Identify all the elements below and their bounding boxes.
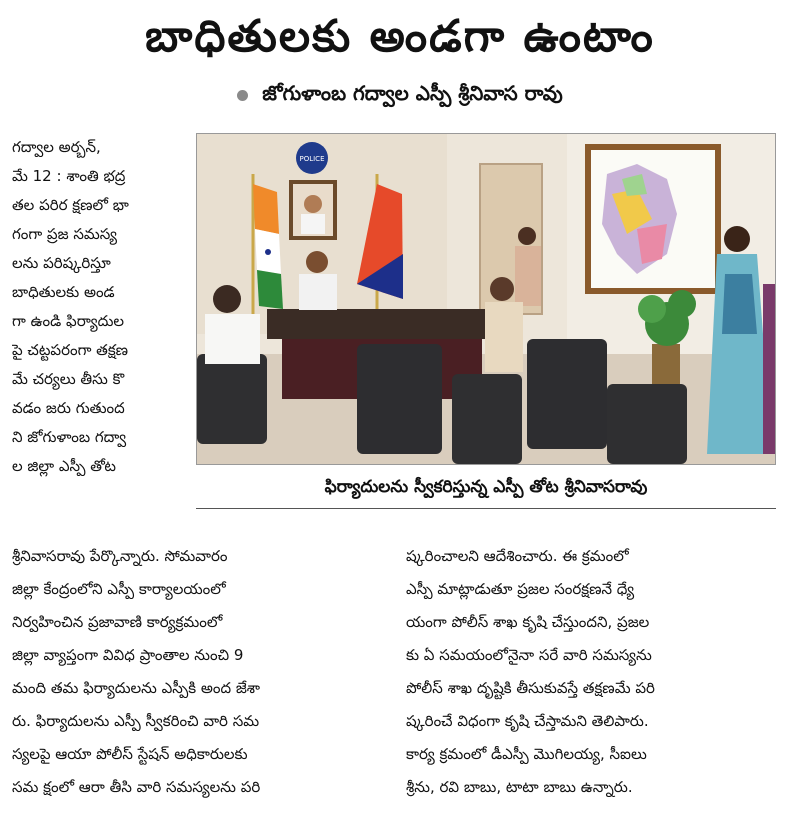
intro-line: లను పరిష్కరిస్తూ	[12, 254, 111, 272]
body-line: స్యలపై ఆయా పోలీస్ స్టేషన్ అధికారులకు	[12, 745, 248, 763]
subhead-text: జోగుళాంబ గద్వాల ఎస్పీ శ్రీనివాస రావు	[262, 80, 563, 105]
intro-line: ల జిల్లా ఎస్పీ తోట	[12, 457, 116, 475]
body-line: ష్కరించాలని ఆదేశించారు. ఈ క్రమంలో	[406, 547, 629, 565]
subhead	[0, 78, 800, 112]
body-line: రు. ఫిర్యాదులను ఎస్పీ స్వీకరించి వారి సమ	[12, 712, 260, 730]
body-line: ష్కరించే విధంగా కృషి చేస్తామని తెలిపారు.	[406, 712, 649, 730]
intro-line: గద్వాల అర్బన్,	[12, 138, 101, 156]
body-line: మంది తమ ఫిర్యాదులను ఎస్పీకి అంద జేశా	[12, 679, 261, 697]
photo-caption: ఫిర్యాదులను స్వీకరిస్తున్న ఎస్పీ తోట శ్రీనివాసరావు	[324, 477, 648, 497]
caption-divider	[196, 508, 776, 509]
bullet-icon	[237, 90, 248, 101]
svg-text:POLICE: POLICE	[299, 155, 325, 163]
body-column-left	[12, 540, 390, 804]
body-line: కు ఏ సమయంలోనైనా సరే వారి సమస్యను	[406, 646, 652, 664]
intro-line: తల పరిర క్షణలో భా	[12, 196, 129, 214]
intro-line: పై చట్టపరంగా తక్షణ	[12, 341, 129, 359]
body-line: జిల్లా వ్యాప్తంగా వివిధ ప్రాంతాల నుంచి 9	[12, 646, 244, 664]
intro-column	[12, 133, 186, 481]
intro-line: గంగా ప్రజ సమస్య	[12, 225, 117, 243]
body-column-right	[406, 540, 784, 804]
headline: బాధితులకు అండగా ఉంటాం	[145, 11, 655, 62]
intro-line: మే చర్యలు తీసు కొ	[12, 370, 125, 388]
body-line: యంగా పోలీస్ శాఖ కృషి చేస్తుందని, ప్రజల	[406, 613, 650, 631]
news-photo	[196, 133, 776, 465]
intro-line: వడం జరు గుతుంద	[12, 399, 125, 417]
body-line: ఎస్పీ మాట్లాడుతూ ప్రజల సంరక్షణనే ధ్యే	[406, 580, 635, 598]
body-line: సమ క్షంలో ఆరా తీసి వారి సమస్యలను పరి	[12, 778, 261, 796]
body-line: నిర్వహించిన ప్రజావాణి కార్యక్రమంలో	[12, 613, 223, 631]
intro-line: గా ఉండి ఫిర్యాదుల	[12, 312, 125, 330]
body-line: శ్రీను, రవి బాబు, టాటా బాబు ఉన్నారు.	[406, 778, 633, 796]
intro-line: బాధితులకు అండ	[12, 283, 115, 301]
body-line: కార్య క్రమంలో డీఎస్పీ మొగిలయ్య, సీఐలు	[406, 745, 647, 763]
intro-line: ని జోగుళాంబ గద్వా	[12, 428, 127, 446]
office-scene-illustration	[197, 134, 775, 464]
intro-line: మే 12 : శాంతి భద్ర	[12, 167, 126, 185]
body-line: పోలీస్ శాఖ దృష్టికి తీసుకువస్తే తక్షణమే పరి	[406, 679, 655, 697]
body-line: జిల్లా కేంద్రంలోని ఎస్పీ కార్యాలయంలో	[12, 580, 226, 598]
body-line: శ్రీనివాసరావు పేర్కొన్నారు. సోమవారం	[12, 547, 228, 565]
